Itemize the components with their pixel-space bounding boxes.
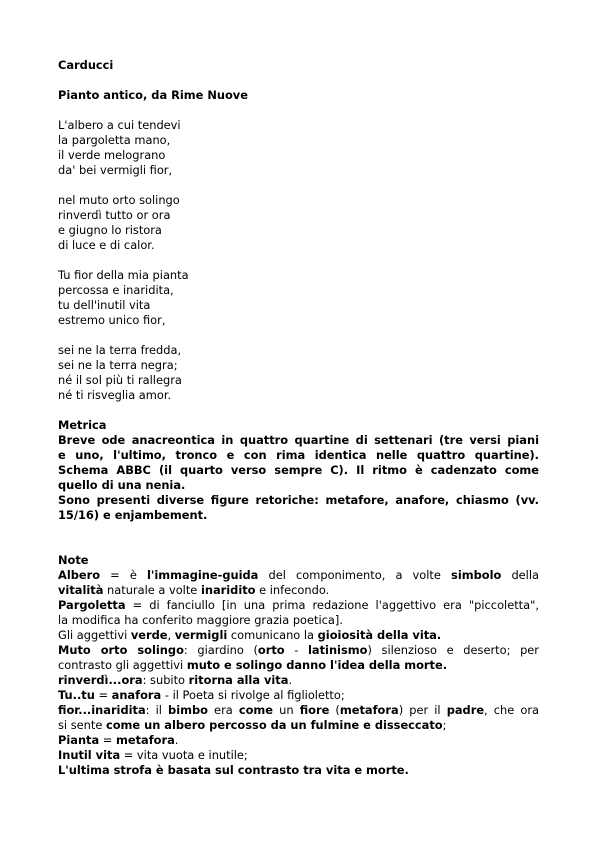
note-line: contrasto gli aggettivi muto e solingo danno l'idea della morte. (58, 658, 448, 672)
poem-stanza-4 (58, 343, 539, 403)
note-line: L'ultima strofa è basata sul contrasto tra vita e morte. (58, 763, 409, 777)
metrica-line: quello di una nenia. (58, 478, 186, 492)
note-heading: Note (58, 553, 89, 567)
note-line: rinverdì...ora: subito ritorna alla vita. (58, 673, 293, 687)
note-line: Pianta = metafora. (58, 733, 179, 747)
note-line: Tu..tu = anafora - il Poeta si rivolge al figlioletto; (58, 688, 345, 702)
note-line: Albero = è l'immagine-guida del componimento, a volte simbolo della (58, 568, 539, 582)
poem-stanza-2 (58, 193, 539, 253)
document-page (58, 58, 539, 778)
note-line: la modifica ha conferito maggiore grazia poetica]. (58, 613, 343, 627)
verse: nel muto orto solingo (58, 193, 180, 207)
author-heading: Carducci (58, 58, 114, 72)
verse: rinverdì tutto or ora (58, 208, 171, 222)
verse: Tu fior della mia pianta (58, 268, 189, 282)
note-line: Pargoletta = di fanciullo [in una prima redazione l'aggettivo era "piccoletta", (58, 598, 539, 612)
verse: il verde melograno (58, 148, 166, 162)
note-line: fior...inaridita: il bimbo era come un fiore (metafora) per il padre, che ora (58, 703, 539, 717)
verse: da' bei vermigli fior, (58, 163, 173, 177)
note-line: Muto orto solingo: giardino (orto - latinismo) silenzioso e deserto; per (58, 643, 539, 657)
poem-title: Pianto antico, da Rime Nuove (58, 88, 248, 102)
poem-stanza-3 (58, 268, 539, 328)
verse: percossa e inaridita, (58, 283, 174, 297)
metrica-section (58, 418, 539, 523)
verse: tu dell'inutil vita (58, 298, 151, 312)
verse: sei ne la terra negra; (58, 358, 178, 372)
metrica-line: Schema ABBC (il quarto verso sempre C). Il ritmo è cadenzato come (58, 463, 539, 477)
verse: e giugno lo ristora (58, 223, 162, 237)
note-line: Gli aggettivi verde, vermigli comunicano la gioiosità della vita. (58, 628, 442, 642)
note-section (58, 553, 539, 778)
metrica-line: Sono presenti diverse figure retoriche: metafore, anafore, chiasmo (vv. (58, 493, 539, 507)
verse: né ti risveglia amor. (58, 388, 172, 402)
verse: L'albero a cui tendevi (58, 118, 181, 132)
metrica-heading: Metrica (58, 418, 107, 432)
note-line: vitalità naturale a volte inaridito e infecondo. (58, 583, 330, 597)
verse: la pargoletta mano, (58, 133, 171, 147)
poem-stanza-1 (58, 118, 539, 178)
verse: estremo unico fior, (58, 313, 166, 327)
note-line: si sente come un albero percosso da un fulmine e disseccato; (58, 718, 447, 732)
verse: sei ne la terra fredda, (58, 343, 182, 357)
metrica-line: e uno, l'ultimo, tronco e con rima identica nelle quattro quartine). (58, 448, 539, 462)
note-line: Inutil vita = vita vuota e inutile; (58, 748, 248, 762)
verse: di luce e di calor. (58, 238, 155, 252)
verse: né il sol più ti rallegra (58, 373, 182, 387)
metrica-line: Breve ode anacreontica in quattro quartine di settenari (tre versi piani (58, 433, 539, 447)
metrica-line: 15/16) e enjambement. (58, 508, 208, 522)
